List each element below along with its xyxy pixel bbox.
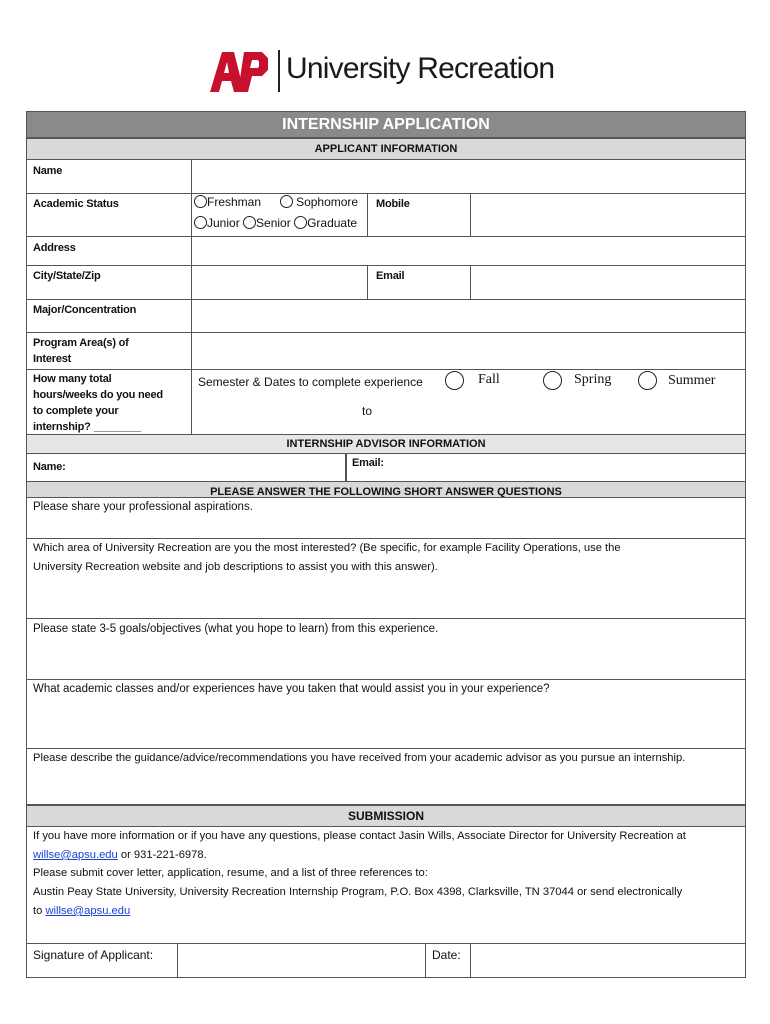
submission-line-1: If you have more information or if you have any questions, please contact Jasin Wills, Associate Director for University Recreation at — [33, 830, 686, 842]
senior-radio[interactable] — [243, 216, 256, 229]
mobile-input[interactable] — [470, 193, 746, 237]
dates-to-label: to — [362, 404, 373, 418]
spring-radio[interactable] — [543, 371, 562, 390]
program-area-input[interactable] — [191, 332, 746, 370]
junior-radio[interactable] — [194, 216, 207, 229]
mobile-label: Mobile — [376, 198, 410, 210]
hours-label-4: internship? ________ — [33, 421, 141, 433]
address-input[interactable] — [191, 236, 746, 266]
question-3-text: Please state 3-5 goals/objectives (what you hope to learn) from this experience. — [33, 623, 439, 635]
submission-section-header — [26, 805, 746, 827]
advisor-email-label: Email: — [352, 457, 384, 469]
semester-prompt: Semester & Dates to complete experience — [198, 375, 423, 389]
applicant-section-label: APPLICANT INFORMATION — [314, 143, 458, 155]
graduate-label: Graduate — [307, 216, 358, 230]
program-area-label-1: Program Area(s) of — [33, 337, 129, 349]
city-state-zip-input[interactable] — [191, 265, 368, 300]
city-state-zip-label: City/State/Zip — [33, 270, 101, 282]
advisor-section-header — [26, 434, 746, 454]
date-label: Date: — [432, 948, 461, 962]
sophomore-label: Sophomore — [296, 195, 359, 209]
signature-label: Signature of Applicant: — [33, 948, 154, 962]
summer-radio[interactable] — [638, 371, 657, 390]
advisor-name-label: Name: — [33, 461, 66, 473]
hours-label-3: to complete your — [33, 405, 119, 417]
ap-logo-icon — [208, 48, 270, 94]
questions-section-label: PLEASE ANSWER THE FOLLOWING SHORT ANSWER QUESTIONS — [210, 486, 562, 498]
major-label: Major/Concentration — [33, 304, 137, 316]
sophomore-radio[interactable] — [280, 195, 293, 208]
major-input[interactable] — [191, 299, 746, 333]
contact-phone: or 931-221-6978. — [117, 849, 207, 861]
hours-label-2: hours/weeks do you need — [33, 389, 163, 401]
submission-line-4: Austin Peay State University, University Recreation Internship Program, P.O. Box 4398, Clarksville, TN 37044 or send electronically — [33, 886, 683, 898]
academic-status-label: Academic Status — [33, 198, 119, 210]
question-2-line-2: University Recreation website and job descriptions to assist you with this answer). — [33, 561, 438, 573]
freshman-label: Freshman — [207, 195, 262, 209]
submission-email-link[interactable]: willse@apsu.edu — [45, 905, 131, 917]
question-1-text: Please share your professional aspirations. — [33, 501, 253, 513]
question-4-text: What academic classes and/or experiences have you taken that would assist you in your experience? — [33, 683, 550, 695]
org-name: University Recreation — [286, 52, 555, 85]
questions-section-header — [26, 481, 746, 498]
form-title — [26, 111, 746, 138]
junior-label: Junior — [207, 216, 240, 230]
advisor-section-label: INTERNSHIP ADVISOR INFORMATION — [286, 438, 486, 450]
signature-input[interactable] — [177, 943, 426, 978]
email-input[interactable] — [470, 265, 746, 300]
form-title-text: INTERNSHIP APPLICATION — [282, 116, 490, 133]
advisor-name-input[interactable] — [26, 453, 346, 482]
contact-email-link[interactable]: willse@apsu.edu — [33, 849, 118, 861]
summer-label: Summer — [668, 373, 716, 388]
submission-section-label: SUBMISSION — [347, 809, 424, 823]
program-area-label-2: Interest — [33, 353, 72, 365]
logo — [208, 48, 568, 96]
question-5-text: Please describe the guidance/advice/recommendations you have received from your academic advisor as you pursue an internship. — [33, 752, 686, 764]
email-label: Email — [376, 270, 405, 282]
question-2-line-1: Which area of University Recreation are you the most interested? (Be specific, for example Facility Operations, use the — [33, 542, 621, 554]
date-input[interactable] — [470, 943, 746, 978]
address-label: Address — [33, 242, 76, 254]
submission-to-prefix: to — [33, 905, 46, 917]
submission-body — [26, 826, 746, 944]
fall-radio[interactable] — [445, 371, 464, 390]
senior-label: Senior — [256, 216, 291, 230]
graduate-radio[interactable] — [294, 216, 307, 229]
spring-label: Spring — [574, 372, 612, 387]
freshman-radio[interactable] — [194, 195, 207, 208]
name-input[interactable] — [191, 159, 746, 194]
applicant-section-header — [26, 138, 746, 160]
hours-label-1: How many total — [33, 373, 112, 385]
name-label: Name — [33, 165, 63, 177]
submission-line-3: Please submit cover letter, application, resume, and a list of three references to: — [33, 867, 428, 879]
fall-label: Fall — [478, 372, 500, 387]
advisor-email-input[interactable] — [346, 453, 746, 482]
logo-divider — [278, 50, 280, 92]
